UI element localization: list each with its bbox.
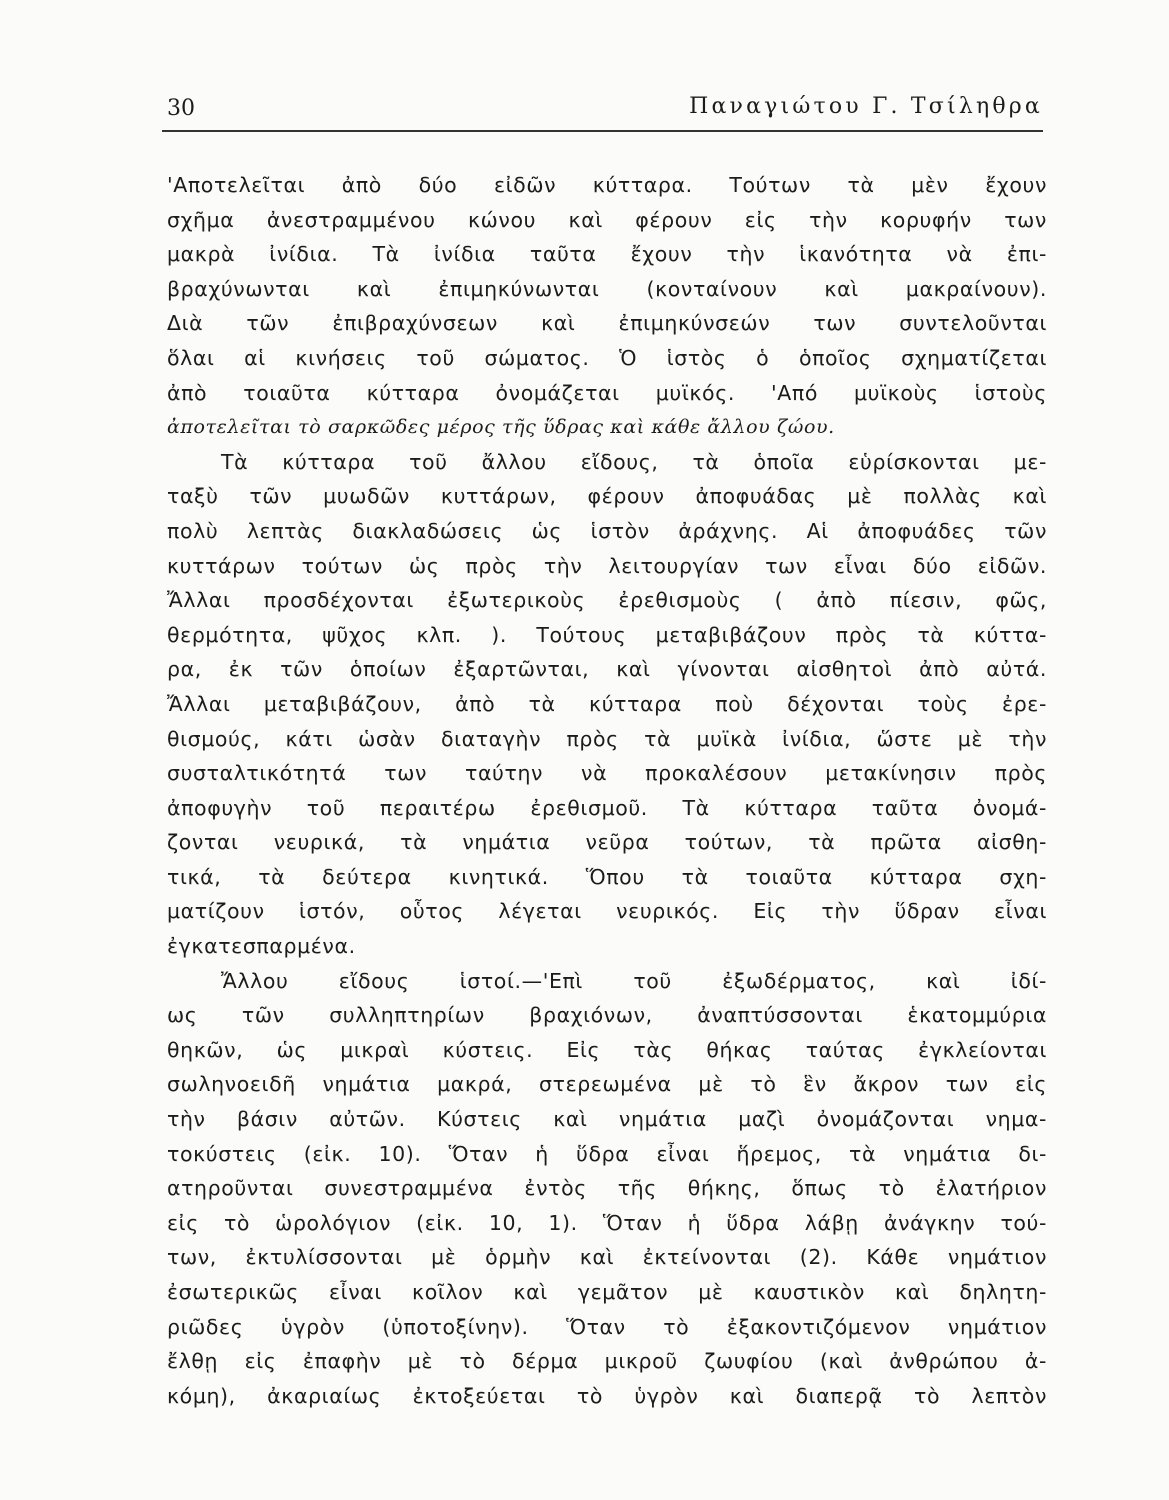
text-line: Ἄλλαι μεταβιβάζουν, ἀπὸ τὰ κύτταρα ποὺ δέχονται τοὺς ἐρε- bbox=[167, 691, 1047, 716]
text-line: Ἄλλου εἴδους ἱστοί.—'Επὶ τοῦ ἐξωδέρματος, καὶ ἰδί- bbox=[221, 968, 1047, 993]
text-line: μακρὰ ἰνίδια. Τὰ ἰνίδια ταῦτα ἔχουν τὴν ἱκανότητα νὰ ἐπι- bbox=[167, 242, 1047, 267]
text-line: τικά, τὰ δεύτερα κινητικά. Ὅπου τὰ τοιαῦτα κύτταρα σχη- bbox=[167, 864, 1047, 889]
text-line: ἔλθῃ εἰς ἐπαφὴν μὲ τὸ δέρμα μικροῦ ζωυφίου (καὶ ἀνθρώπου ἀ- bbox=[167, 1349, 1047, 1374]
text-line: θερμότητα, ψῦχος κλπ. ). Τούτους μεταβιβάζουν πρὸς τὰ κύττα- bbox=[167, 622, 1047, 647]
text-line: ταξὺ τῶν μυωδῶν κυττάρων, φέρουν ἀποφυάδας μὲ πολλὰς καὶ bbox=[167, 484, 1047, 509]
running-head: Παναγιώτου Γ. Τσίληθρα bbox=[689, 94, 1043, 119]
text-line: Ἄλλαι προσδέχονται ἐξωτερικοὺς ἐρεθισμοὺς ( ἀπὸ πίεσιν, φῶς, bbox=[167, 588, 1047, 613]
text-line: ἀπὸ τοιαῦτα κύτταρα ὀνομάζεται μυϊκός. 'Από μυϊκοὺς ἱστοὺς bbox=[167, 380, 1047, 405]
text-line: ἐσωτερικῶς εἶναι κοῖλον καὶ γεμᾶτον μὲ καυστικὸν καὶ δηλητη- bbox=[167, 1280, 1047, 1304]
text-line: σωληνοειδῆ νημάτια μακρά, στερεωμένα μὲ τὸ ἓν ἄκρον των εἰς bbox=[167, 1072, 1047, 1097]
text-line: ως τῶν συλληπτηρίων βραχιόνων, ἀναπτύσσονται ἑκατομμύρια bbox=[167, 1003, 1047, 1028]
text-line: κυττάρων τούτων ὡς πρὸς τὴν λειτουργίαν των εἶναι δύο εἰδῶν. bbox=[167, 553, 1047, 578]
text-line: τὴν βάσιν αὐτῶν. Κύστεις καὶ νημάτια μαζὶ ὀνομάζονται νημα- bbox=[167, 1107, 1047, 1132]
text-line: τοκύστεις (εἰκ. 10). Ὅταν ἡ ὕδρα εἶναι ἥρεμος, τὰ νημάτια δι- bbox=[167, 1141, 1047, 1166]
text-line: ἀποφυγὴν τοῦ περαιτέρω ἐρεθισμοῦ. Τὰ κύτταρα ταῦτα ὀνομά- bbox=[167, 795, 1047, 820]
text-line: κόμη), ἀκαριαίως ἐκτοξεύεται τὸ ὑγρὸν καὶ διαπερᾷ τὸ λεπτὸν bbox=[167, 1383, 1047, 1408]
text-line: των, ἐκτυλίσσονται μὲ ὁρμὴν καὶ ἐκτείνονται (2). Κάθε νημάτιον bbox=[167, 1245, 1047, 1270]
text-line: Τὰ κύτταρα τοῦ ἄλλου εἴδους, τὰ ὁποῖα εὑρίσκονται με- bbox=[221, 449, 1047, 474]
page-number: 30 bbox=[167, 96, 195, 121]
text-line: συσταλτικότητά των ταύτην νὰ προκαλέσουν μετακίνησιν πρὸς bbox=[167, 761, 1047, 786]
text-line: εἰς τὸ ὡρολόγιον (εἰκ. 10, 1). Ὅταν ἡ ὕδρα λάβῃ ἀνάγκην τού- bbox=[167, 1210, 1047, 1235]
text-line: 'Αποτελεῖται ἀπὸ δύο εἰδῶν κύτταρα. Τούτων τὰ μὲν ἔχουν bbox=[167, 173, 1047, 197]
text-line: ματίζουν ἱστόν, οὗτος λέγεται νευρικός. Εἰς τὴν ὕδραν εἶναι bbox=[167, 899, 1047, 924]
text-line: ζονται νευρικά, τὰ νημάτια νεῦρα τούτων, τὰ πρῶτα αἰσθη- bbox=[167, 830, 1047, 855]
text-line: θισμούς, κάτι ὡσὰν διαταγὴν πρὸς τὰ μυϊκὰ ἰνίδια, ὥστε μὲ τὴν bbox=[167, 726, 1047, 751]
text-line: ρα, ἐκ τῶν ὁποίων ἐξαρτῶνται, καὶ γίνονται αἰσθητοὶ ἀπὸ αὐτά. bbox=[167, 657, 1047, 682]
header-rule bbox=[162, 130, 1043, 132]
text-line: ἀποτελεῖται τὸ σαρκῶδες μέρος τῆς ὕδρας καὶ κάθε ἄλλου ζώου. bbox=[167, 416, 835, 439]
text-line: ριῶδες ὑγρὸν (ὑποτοξίνην). Ὅταν τὸ ἐξακοντιζόμενον νημάτιον bbox=[167, 1314, 1047, 1339]
text-line: πολὺ λεπτὰς διακλαδώσεις ὡς ἱστὸν ἀράχνης. Αἱ ἀποφυάδες τῶν bbox=[167, 518, 1047, 543]
text-line: θηκῶν, ὡς μικραὶ κύστεις. Εἰς τὰς θήκας ταύτας ἐγκλείονται bbox=[167, 1037, 1047, 1062]
text-line: ὅλαι αἱ κινήσεις τοῦ σώματος. Ὁ ἱστὸς ὁ ὁποῖος σχηματίζεται bbox=[167, 345, 1047, 370]
body-text bbox=[167, 168, 1047, 1413]
text-line: ατηροῦνται συνεστραμμένα ἐντὸς τῆς θήκης, ὅπως τὸ ἐλατήριον bbox=[167, 1176, 1047, 1201]
text-line: βραχύνωνται καὶ ἐπιμηκύνωνται (κονταίνουν καὶ μακραίνουν). bbox=[167, 276, 1047, 301]
text-line: ἐγκατεσπαρμένα. bbox=[167, 934, 356, 959]
text-line: Διὰ τῶν ἐπιβραχύνσεων καὶ ἐπιμηκύνσεών των συντελοῦνται bbox=[167, 311, 1047, 336]
text-line: σχῆμα ἀνεστραμμένου κώνου καὶ φέρουν εἰς τὴν κορυφήν των bbox=[167, 207, 1047, 232]
